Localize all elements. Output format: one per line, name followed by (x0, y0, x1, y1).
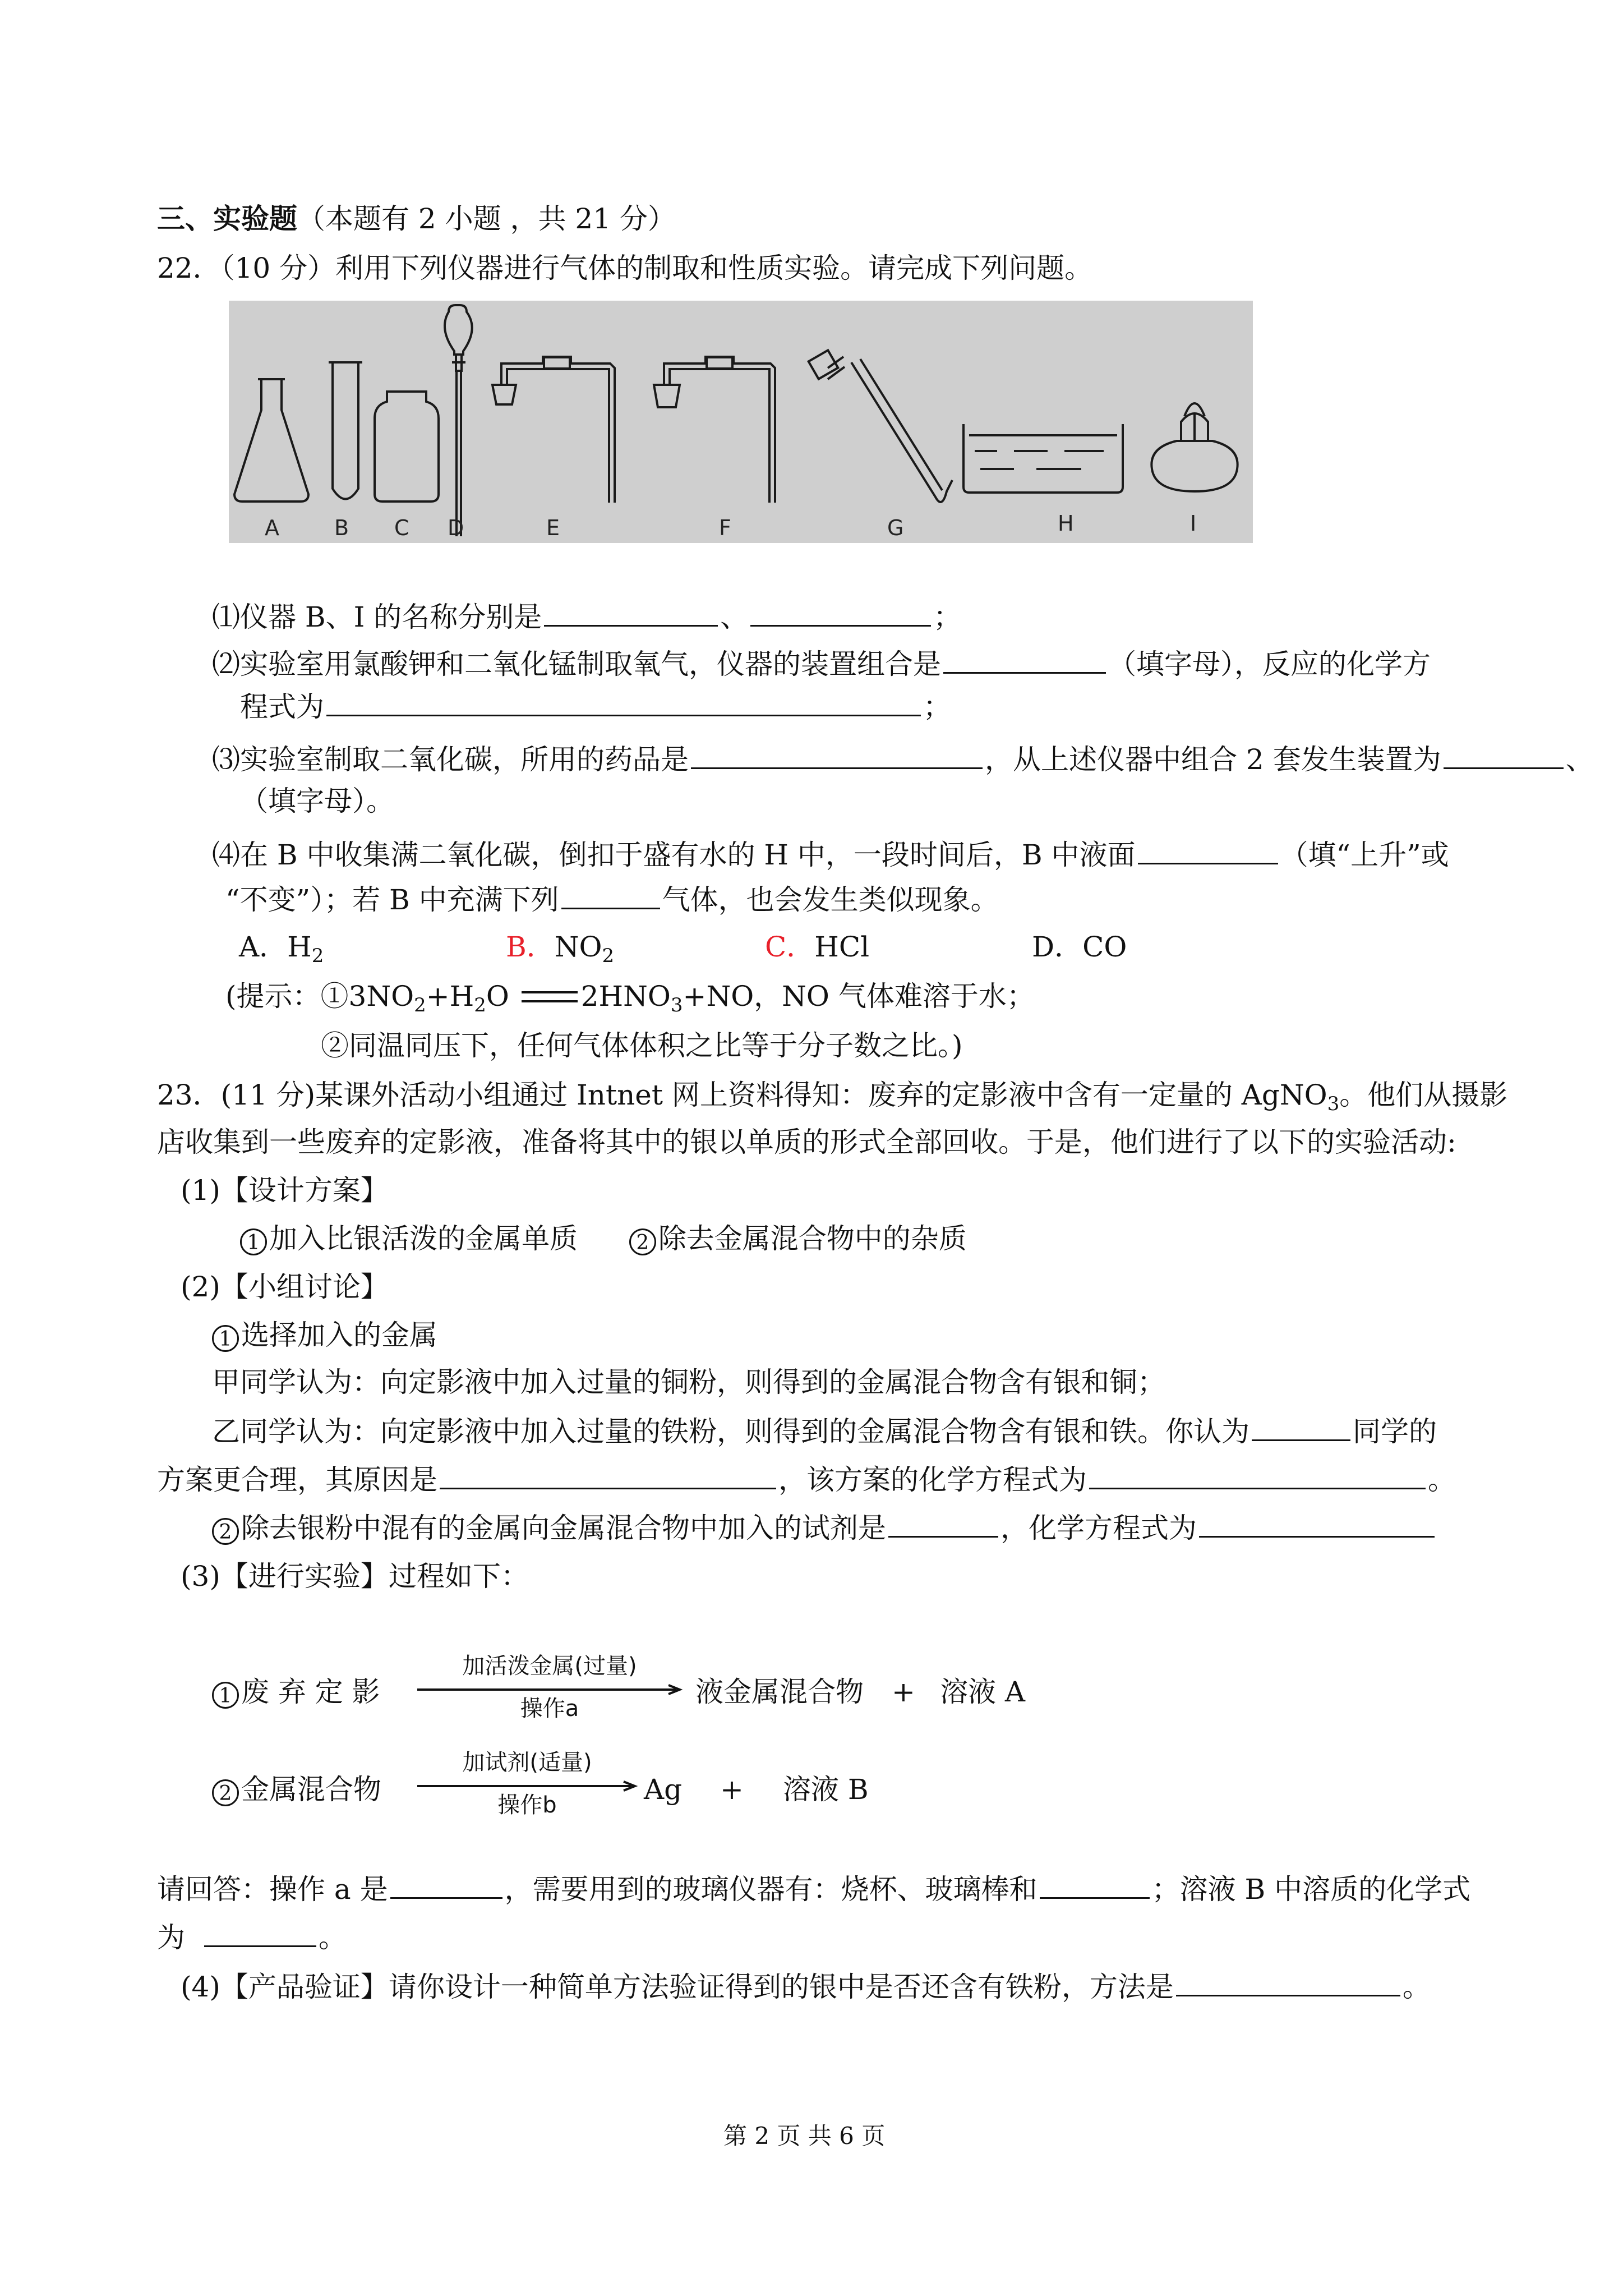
answer-text4: 为 (157, 1921, 185, 1954)
apparatus-label-e: E (546, 516, 560, 540)
q22-p2-end: ； (923, 691, 951, 723)
yi-end: 。 (1428, 1464, 1456, 1496)
answer-blank[interactable] (750, 598, 931, 627)
q22-p1-text: ⑴仪器 B、I 的名称分别是 (212, 601, 542, 633)
answer-text3: ；溶液 B 中溶质的化学式 (1151, 1873, 1471, 1906)
option-b[interactable] (506, 929, 614, 974)
flow1-left (212, 1674, 380, 1710)
answer-blank[interactable] (1444, 740, 1564, 769)
section-note: （本题有 2 小题 ，共 21 分） (297, 203, 676, 235)
flow2-left (212, 1772, 381, 1807)
hint-text: O (486, 980, 509, 1013)
answer-blank[interactable] (1138, 836, 1278, 864)
q23-stem-text: 。他们从摄影 (1339, 1079, 1508, 1111)
hint-text: 2HNO (580, 980, 671, 1013)
arrow-right-icon (415, 1683, 684, 1696)
q23-stem-1 (157, 1077, 1507, 1122)
q22-p2-text3: 程式为 (240, 691, 324, 723)
answer-blank[interactable] (1199, 1509, 1435, 1538)
q22-p2-text2: （填字母），反应的化学方 (1108, 648, 1431, 680)
answer-text: 请回答：操作 a 是 (157, 1873, 388, 1906)
flow2-plus: + (720, 1773, 744, 1806)
answer-blank[interactable] (888, 1509, 998, 1538)
option-d[interactable]: D．CO (1032, 931, 1127, 963)
q23-design-head: (1)【设计方案】 (181, 1174, 389, 1207)
section-title: 三、实验题 (157, 202, 297, 235)
arrow-right-icon (415, 1779, 639, 1793)
apparatus-drawing (229, 301, 1253, 543)
q23-design-items (240, 1221, 967, 1257)
answer-text2: ，需要用到的玻璃仪器有：烧杯、玻璃棒和 (504, 1873, 1038, 1906)
hint-text: +NO，NO 气体难溶于水； (683, 980, 1035, 1013)
verify-end: 。 (1402, 1971, 1431, 2003)
q22-p2-text: ⑵实验室用氯酸钾和二氧化锰制取氧气，仪器的装置组合是 (212, 648, 941, 680)
discuss-item-2b: ，化学方程式为 (1000, 1512, 1197, 1544)
option-c-text: HCl (814, 931, 870, 963)
q22-stem: 22．（10 分）利用下列仪器进行气体的制取和性质实验。请完成下列问题。 (157, 252, 1093, 284)
q22-part4 (212, 836, 1449, 873)
q22-p4-text: ⑷在 B 中收集满二氧化碳，倒扣于盛有水的 H 中，一段时间后，B 中液面 (212, 839, 1136, 871)
answer-blank[interactable] (691, 740, 983, 769)
apparatus-label-c: C (394, 516, 409, 540)
answer-blank[interactable] (204, 1918, 316, 1947)
q22-hint2: ②同温同压下，任何气体体积之比等于分子数之比。) (321, 1029, 963, 1062)
flow2-arrow (415, 1751, 639, 1824)
q22-p4-text4: 气体，也会发生类似现象。 (662, 884, 999, 916)
delivery-tube-f-icon (664, 357, 775, 503)
option-a-sub: 2 (311, 945, 324, 967)
q23-discuss-2 (212, 1509, 1437, 1546)
yi-text3: 方案更合理，其原因是 (157, 1464, 437, 1496)
delivery-tube-e-icon (501, 357, 615, 503)
option-c-letter: C． (765, 931, 815, 963)
flow1-plus: + (892, 1676, 915, 1708)
answer-blank[interactable] (561, 881, 660, 909)
q23-stem-text: 23．(11 分)某课外活动小组通过 Intnet 网上资料得知：废弃的定影液中含有一定量的 AgNO (157, 1079, 1327, 1111)
test-tube-icon (333, 362, 358, 499)
circled-number-icon: 1 (212, 1682, 239, 1709)
answer-blank[interactable] (1176, 1968, 1400, 1996)
option-c[interactable] (765, 929, 869, 965)
flow2-right2: 溶液 B (783, 1773, 869, 1806)
hint-sub: 3 (670, 994, 683, 1016)
option-a[interactable] (239, 929, 324, 974)
q22-part1 (212, 598, 961, 635)
answer-end: 。 (319, 1921, 347, 1954)
q22-part3 (212, 740, 1594, 777)
design-item-2: 除去金属混合物中的杂质 (658, 1222, 967, 1255)
option-b-letter: B． (506, 931, 555, 963)
flow1-right2: 溶液 A (940, 1676, 1026, 1708)
apparatus-label-h: H (1058, 511, 1074, 536)
q23-verify (181, 1968, 1431, 2005)
circled-number-icon: 2 (629, 1228, 656, 1255)
answer-blank[interactable] (440, 1461, 776, 1489)
apparatus-figure (229, 301, 1253, 543)
discuss-item-2: 除去银粉中混有的金属向金属混合物中加入的试剂是 (241, 1512, 886, 1544)
answer-blank[interactable] (544, 598, 718, 627)
q22-p3-sep: 、 (1565, 743, 1594, 776)
flow2-arrow-bot: 操作b (497, 1792, 557, 1818)
apparatus-label-d: D (448, 516, 464, 540)
flow1-arrow (415, 1655, 684, 1728)
yi-text4: ，该方案的化学方程式为 (778, 1464, 1087, 1496)
q23-stem-sub: 3 (1327, 1093, 1340, 1115)
apparatus-label-a: A (265, 516, 279, 540)
section-header (157, 201, 676, 237)
q23-stem-2: 店收集到一些废弃的定影液，准备将其中的银以单质的形式全部回收。于是，他们进行了以下的实验活动: (157, 1126, 1456, 1158)
q22-hint1 (225, 978, 1035, 1023)
yi-text2: 同学的 (1353, 1415, 1437, 1448)
q22-p1-sep: 、 (720, 601, 749, 633)
separatory-funnel-icon (445, 305, 472, 355)
equals-sign-icon (522, 991, 578, 1002)
q23-discuss-1 (212, 1317, 437, 1353)
q23-yi (212, 1412, 1437, 1450)
hint-sub: 2 (414, 994, 426, 1016)
q23-answer-2 (157, 1918, 347, 1955)
q22-part3-cont: （填字母）。 (240, 785, 394, 817)
apparatus-label-i: I (1190, 511, 1197, 536)
flow1-arrow-bot: 操作a (520, 1696, 579, 1722)
alcohol-lamp-icon (1151, 441, 1237, 491)
flow1-left-text: 废 弃 定 影 (241, 1676, 380, 1708)
apparatus-label-g: G (887, 516, 904, 540)
hint-sub: 2 (474, 994, 486, 1016)
hint-text: (提示：①3NO (225, 980, 414, 1013)
circled-number-icon: 1 (212, 1325, 239, 1352)
q22-p1-end: ； (933, 601, 962, 633)
circled-number-icon: 1 (240, 1228, 267, 1255)
q22-p4-text3: “不变”）；若 B 中充满下列 (225, 884, 559, 916)
flow2-arrow-top: 加试剂(适量) (462, 1750, 592, 1775)
q22-part2-cont (240, 688, 951, 725)
flow2-right1: Ag (644, 1773, 683, 1806)
apparatus-label-b: B (334, 516, 349, 540)
hint-text: +H (426, 980, 474, 1013)
q23-answer-1 (157, 1870, 1470, 1907)
answer-blank[interactable] (390, 1870, 502, 1899)
answer-blank[interactable] (1040, 1870, 1150, 1899)
apparatus-label-f: F (719, 516, 731, 540)
q23-jia: 甲同学认为：向定影液中加入过量的铜粉，则得到的金属混合物含有银和铜； (212, 1366, 1165, 1398)
q22-p3-text: ⑶实验室制取二氧化碳，所用的药品是 (212, 743, 689, 776)
yi-text: 乙同学认为：向定影液中加入过量的铁粉，则得到的金属混合物含有银和铁。你认为 (212, 1415, 1249, 1448)
answer-blank[interactable] (326, 688, 921, 716)
flow1-right1: 液金属混合物 (695, 1676, 864, 1708)
design-item-1: 加入比银活泼的金属单质 (269, 1222, 578, 1255)
q22-part4-cont (225, 881, 999, 918)
circled-number-icon: 2 (212, 1779, 239, 1806)
verify-text: (4)【产品验证】请你设计一种简单方法验证得到的银中是否还含有铁粉，方法是 (181, 1971, 1174, 2003)
q22-p4-text2: （填“上升”或 (1280, 839, 1449, 871)
option-b-text: NO (554, 931, 602, 963)
q22-part2 (212, 645, 1431, 682)
option-b-sub: 2 (602, 945, 615, 967)
conical-flask-icon (234, 379, 308, 501)
flow1-arrow-top: 加活泼金属(过量) (462, 1653, 637, 1679)
q23-discuss-head: (2)【小组讨论】 (181, 1271, 389, 1303)
q22-p3-text2: ，从上述仪器中组合 2 套发生装置为 (985, 743, 1441, 776)
flow2-left-text: 金属混合物 (241, 1773, 381, 1806)
discuss-item-1: 选择加入的金属 (241, 1319, 437, 1351)
q23-experiment-head: (3)【进行实验】过程如下： (181, 1560, 529, 1593)
answer-blank[interactable] (943, 645, 1106, 674)
answer-blank[interactable] (1252, 1412, 1350, 1441)
answer-blank[interactable] (1089, 1461, 1426, 1489)
q23-yi-cont (157, 1461, 1456, 1498)
option-a-text: A．H (239, 931, 312, 963)
circled-number-icon: 2 (212, 1518, 239, 1545)
gas-jar-icon (375, 392, 439, 501)
page-footer: 第 2 页 共 6 页 (723, 2122, 886, 2150)
